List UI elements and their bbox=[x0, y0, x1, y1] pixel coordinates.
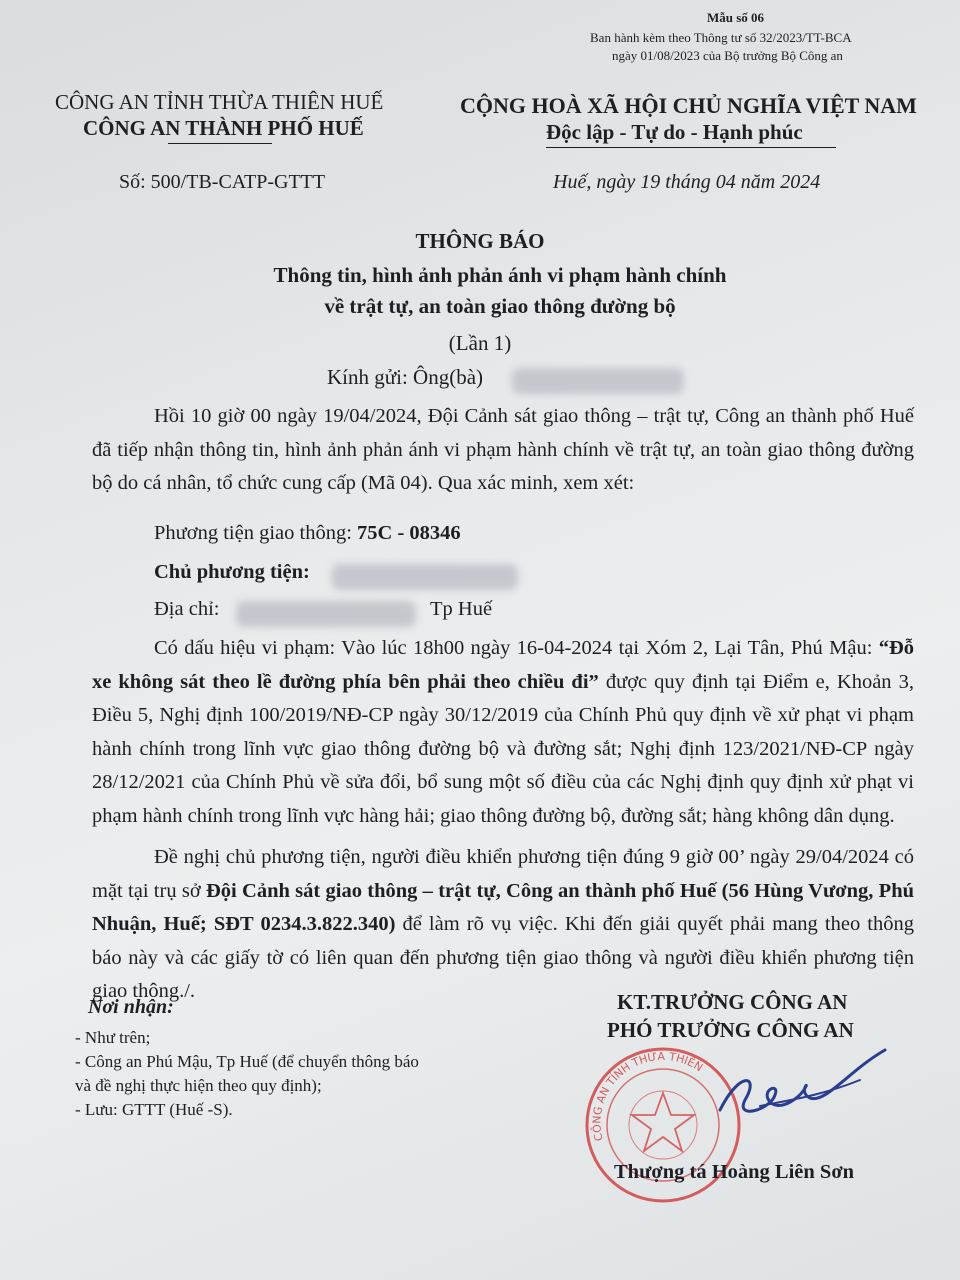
form-reference-line-1: Ban hành kèm theo Thông tư số 32/2023/TT-BCA bbox=[590, 30, 852, 45]
violation-legal-basis: được quy định tại Điểm e, Khoản 3, Điều 5, Nghị định 100/2019/NĐ-CP ngày 30/12/2019 của Chính Phủ quy định về xử phạt vi phạm hành chính trong lĩnh vực giao thông đường bộ và đường sắt; Nghị định 123/2021/NĐ-CP ngày 28/12/2021 của Chính Phủ về sửa đổi, bổ sung một số điều của các Nghị định quy định xử phạt vi phạm hành chính trong lĩnh vực hàng hải; giao thông đường bộ, đường sắt; hàng không dân dụng. bbox=[92, 670, 914, 827]
vehicle-field bbox=[154, 522, 461, 545]
address-field bbox=[154, 598, 219, 621]
recipient-item: và đề nghị thực hiện theo quy định); bbox=[75, 1076, 322, 1095]
document-subtitle-line-2: về trật tự, an toàn giao thông đường bộ bbox=[324, 294, 676, 318]
organization-underline bbox=[168, 143, 272, 144]
paragraph-request bbox=[92, 841, 914, 1009]
recipient-item: - Công an Phú Mậu, Tp Huế (để chuyển thông báo bbox=[75, 1052, 419, 1071]
parent-organization: CÔNG AN TỈNH THỪA THIÊN HUẾ bbox=[55, 90, 384, 114]
vehicle-plate: 75C - 08346 bbox=[357, 522, 461, 544]
violation-intro: Có dấu hiệu vi phạm: Vào lúc 18h00 ngày 16-04-2024 tại Xóm 2, Lại Tân, Phú Mậu: bbox=[154, 637, 879, 659]
redacted-address bbox=[236, 601, 416, 627]
owner-field bbox=[154, 561, 310, 584]
document-subtitle-line-1: Thông tin, hình ảnh phản ánh vi phạm hành chính bbox=[273, 263, 727, 287]
request-details: để làm rõ vụ việc. Khi đến giải quyết phải mang theo thông báo này và các giấy tờ có liên quan đến phương tiện giao thông và người điều khiển phương tiện giao thông./. bbox=[92, 913, 914, 1002]
request-intro: Đề nghị chủ phương tiện, người điều khiển phương tiện đúng 9 giờ 00’ ngày 29/04/2024 có mặt tại trụ sở bbox=[92, 846, 914, 902]
document-title: THÔNG BÁO bbox=[415, 229, 545, 253]
violation-description: “Đỗ xe không sát theo lề đường phía bên phải theo chiều đi” bbox=[92, 637, 914, 693]
stamp-text: CÔNG AN TỈNH THỪA THIÊN bbox=[590, 1049, 706, 1143]
redacted-recipient-name bbox=[512, 368, 684, 394]
owner-label: Chủ phương tiện: bbox=[154, 561, 310, 583]
greeting: Kính gửi: Ông(bà) bbox=[327, 365, 484, 389]
national-motto: Độc lập - Tự do - Hạnh phúc bbox=[546, 120, 803, 144]
notice-count: (Lần 1) bbox=[448, 331, 512, 355]
document-number: Số: 500/TB-CATP-GTTT bbox=[119, 171, 326, 193]
recipient-item: - Lưu: GTTT (Huế -S). bbox=[75, 1100, 233, 1119]
form-reference-line-2: ngày 01/08/2023 của Bộ trưởng Bộ Công an bbox=[612, 48, 843, 63]
issuing-organization: CÔNG AN THÀNH PHỐ HUẾ bbox=[83, 116, 364, 140]
national-title: CỘNG HOÀ XÃ HỘI CHỦ NGHĨA VIỆT NAM bbox=[460, 93, 917, 118]
paragraph-violation bbox=[92, 632, 914, 833]
recipient-item: - Như trên; bbox=[75, 1028, 151, 1047]
paragraph-receipt bbox=[92, 400, 914, 501]
request-location: Đội Cảnh sát giao thông – trật tự, Công an thành phố Huế (56 Hùng Vương, Phú Nhuận, Huế; SĐT 0234.3.822.340) bbox=[92, 879, 914, 935]
document-date: Huế, ngày 19 tháng 04 năm 2024 bbox=[553, 171, 821, 193]
address-label: Địa chỉ: bbox=[154, 598, 220, 620]
handwritten-signature bbox=[700, 1040, 890, 1130]
paragraph-receipt-text: Hồi 10 giờ 00 ngày 19/04/2024, Đội Cảnh sát giao thông – trật tự, Công an thành phố Huế đã tiếp nhận thông tin, hình ảnh phản ánh vi phạm hành chính về trật tự, an toàn giao thông đường bộ do cá nhân, tổ chức cung cấp (Mã 04). Qua xác minh, xem xét: bbox=[92, 405, 914, 494]
vehicle-label: Phương tiện giao thông: bbox=[154, 522, 358, 544]
signer-name: Thượng tá Hoàng Liên Sơn bbox=[614, 1161, 855, 1183]
form-number: Mẫu số 06 bbox=[707, 10, 765, 25]
signature-title-2: PHÓ TRƯỞNG CÔNG AN bbox=[607, 1018, 854, 1042]
address-city: Tp Huế bbox=[430, 598, 493, 620]
redacted-owner-name bbox=[332, 564, 518, 590]
recipients-heading: Nơi nhận: bbox=[88, 996, 174, 1018]
motto-underline bbox=[546, 147, 836, 148]
signature-title-1: KT.TRƯỞNG CÔNG AN bbox=[617, 990, 848, 1014]
